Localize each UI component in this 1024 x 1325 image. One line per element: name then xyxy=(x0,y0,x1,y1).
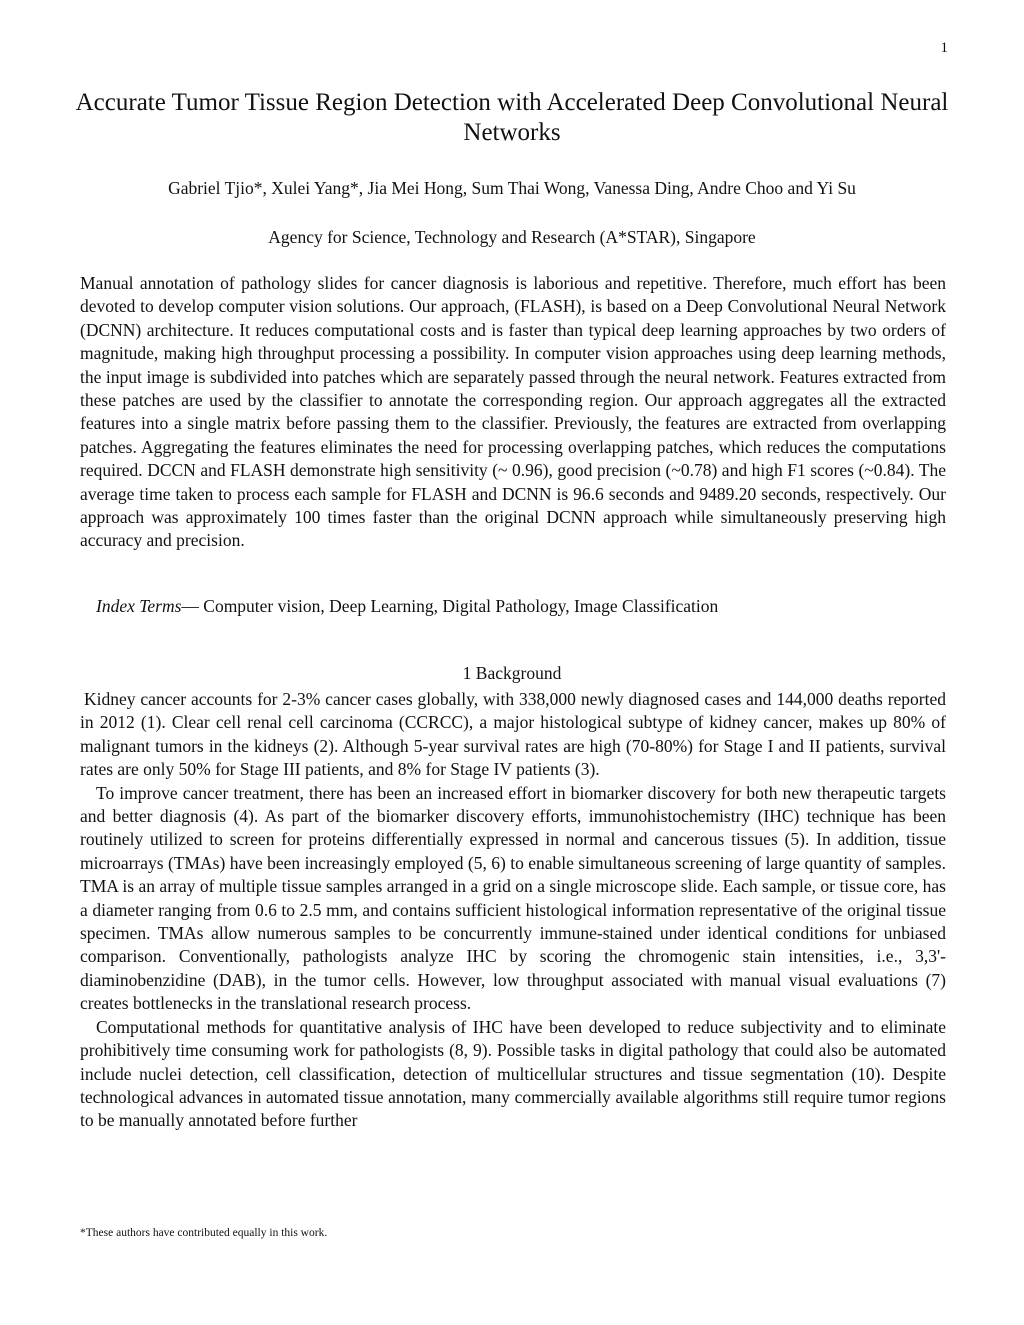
section-heading: 1 Background xyxy=(462,663,562,683)
abstract: Manual annotation of pathology slides for cancer diagnosis is laborious and repetitive. Therefore, much effort has been devoted to develop computer vision solutions. Our approach, (FLASH), is based on a Deep Convolutional Neural Network (DCNN) architecture. It reduces computational costs and is faster than typical deep learning approaches by two orders of magnitude, making high throughput processing a possibility. In computer vision approaches using deep learning methods, the input image is subdivided into patches which are separately passed through the neural network. Features extracted from these patches are used by the classifier to annotate the corresponding region. Our approach aggregates all the extracted features into a single matrix before passing them to the classifier. Previously, the features are extracted from overlapping patches. Aggregating the features eliminates the need for processing overlapping patches, which reduces the computations required. DCCN and FLASH demonstrate high sensitivity (~ 0.96), good precision (~0.78) and high F1 scores (~0.84). The average time taken to process each sample for FLASH and DCNN is 96.6 seconds and 9489.20 seconds, respectively. Our approach was approximately 100 times faster than the original DCNN approach while simultaneously preserving high accuracy and precision. xyxy=(80,273,946,551)
footnote: *These authors have contributed equally in this work. xyxy=(80,1227,328,1239)
paper-title: Accurate Tumor Tissue Region Detection with Accelerated Deep Convolutional Neural Networks xyxy=(75,89,949,146)
paragraph: Computational methods for quantitative analysis of IHC have been developed to reduce subjectivity and to eliminate prohibitively time consuming work for pathologists (8, 9). Possible tasks in digital pathology that could also be automated include nuclei detection, cell classification, detection of multicellular structures and tissue segmentation (10). Despite technological advances in automated tissue annotation, many commercially available algorithms still require tumor regions to be manually annotated before further xyxy=(80,1016,946,1131)
index-terms xyxy=(96,595,946,618)
index-terms-label: Index Terms xyxy=(96,596,182,616)
index-terms-text: Computer vision, Deep Learning, Digital Pathology, Image Classification xyxy=(198,596,719,616)
affiliation: Agency for Science, Technology and Research (A*STAR), Singapore xyxy=(268,227,756,247)
page-number: 1 xyxy=(940,40,948,56)
author-list: Gabriel Tjio*, Xulei Yang*, Jia Mei Hong, Sum Thai Wong, Vanessa Ding, Andre Choo and Yi Su xyxy=(168,178,856,198)
index-terms-dash: — xyxy=(181,596,199,616)
paragraph: To improve cancer treatment, there has been an increased effort in biomarker discovery for both new therapeutic targets and better diagnosis (4). As part of the biomarker discovery efforts, immunohistochemistry (IHC) technique has been routinely utilized to screen for proteins differentially expressed in normal and cancerous tissues (5). In addition, tissue microarrays (TMAs) have been increasingly employed (5, 6) to enable simultaneous screening of large quantity of samples. TMA is an array of multiple tissue samples arranged in a grid on a single microscope slide. Each sample, or tissue core, has a diameter ranging from 0.6 to 2.5 mm, and contains sufficient histological information representative of the original tissue specimen. TMAs allow numerous samples to be concurrently immune-stained under identical conditions for unbiased comparison. Conventionally, pathologists analyze IHC by scoring the chromogenic stain intensities, i.e., 3,3'-diaminobenzidine (DAB), in the tumor cells. However, low throughput associated with manual visual evaluations (7) creates bottlenecks in the translational research process. xyxy=(80,782,946,1014)
paragraph: Kidney cancer accounts for 2-3% cancer cases globally, with 338,000 newly diagnosed cases and 144,000 deaths reported in 2012 (1). Clear cell renal cell carcinoma (CCRCC), a major histological subtype of kidney cancer, makes up 80% of malignant tumors in the kidneys (2). Although 5-year survival rates are high (70-80%) for Stage I and II patients, survival rates are only 50% for Stage III patients, and 8% for Stage IV patients (3). xyxy=(80,689,946,780)
section-body xyxy=(80,688,946,1133)
